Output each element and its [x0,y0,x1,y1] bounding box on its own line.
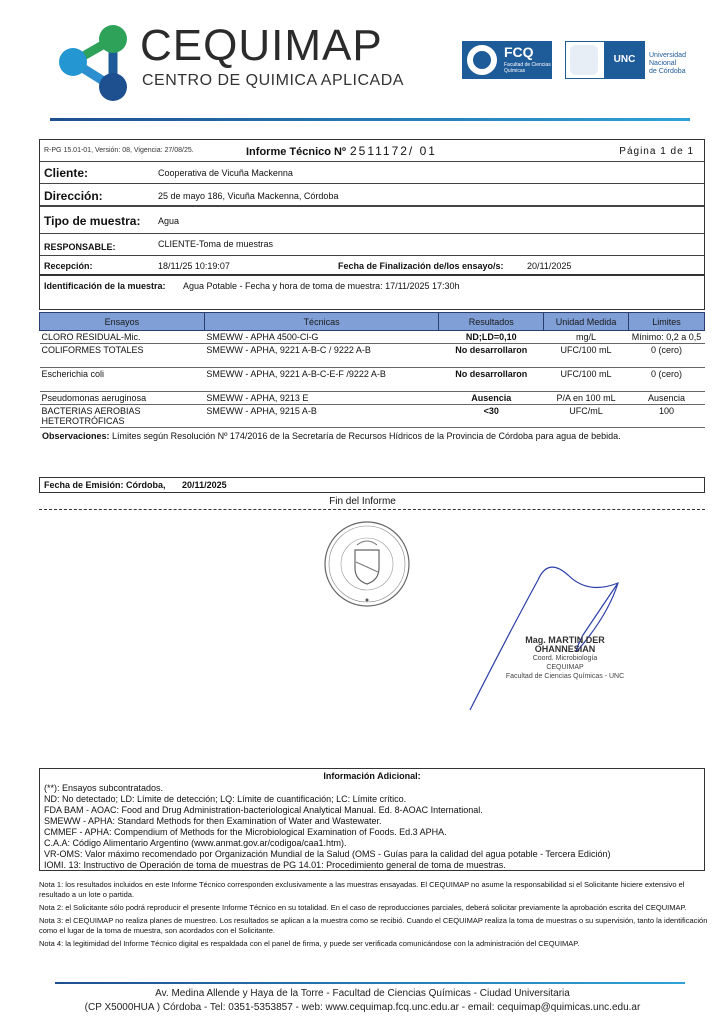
resultado-cell: <30 [439,405,544,428]
logo-subtitle: CENTRO DE QUIMICA APLICADA [142,72,404,89]
tipo-value: Agua [158,216,180,226]
resultado-cell: No desarrollaron [439,344,544,368]
tipo-label: Tipo de muestra: [44,214,141,228]
ensayo-cell: Escherichia coli [40,368,205,392]
table-row [40,344,705,368]
direccion-label: Dirección: [44,189,103,203]
table-row [40,331,705,344]
finalizacion-label: Fecha de Finalización de/los ensayo/s: [338,261,504,271]
table-row [40,368,705,392]
info-title: Información Adicional: [323,771,421,781]
signature-block [495,636,635,681]
note: Nota 4: la legitimidad del Informe Técnico digital es respaldada con el panel de firma, y puede ser verificada comunicándose con la administración del CEQUIMAP. [39,939,580,948]
tecnica-cell: SMEWW - APHA, 9213 E [204,392,438,405]
recepcion-row [40,256,704,276]
note: Nota 1: los resultados incluidos en este Informe Técnico corresponden exclusivamente a las muestras ensayadas. El CEQUIMAP no asume la responsabilidad si el Solicitante hiciere extensivo el resultado a un lote o partida. [39,880,685,899]
recepcion-label: Recepción: [44,261,93,271]
university-seal-icon [322,520,412,608]
unidad-cell: P/A en 100 mL [544,392,629,405]
info-line: CMMEF - APHA: Compendium of Methods for the Microbiological Examination of Foods. Ed.3 APHA. [44,827,447,837]
footer-address: Av. Medina Allende y Haya de la Torre - Facultad de Ciencias Químicas - Ciudad Universitaria [155,988,570,999]
limite-cell: 100 [628,405,704,428]
unidad-cell: UFC/mL [544,405,629,428]
form-code: R-PG 15.01-01, Versión: 08, Vigencia: 27/08/25. [44,147,194,154]
unc-label: UNC [604,42,645,78]
resultado-cell: Ausencia [439,392,544,405]
finalizacion-value: 20/11/2025 [527,261,572,271]
unc-logo [565,41,645,79]
identificacion-value: Agua Potable - Fecha y hora de toma de muestra: 17/11/2025 17:30h [183,281,460,291]
note: Nota 3: el CEQUIMAP no realiza planes de muestreo. Los resultados se aplican a la muestra como se recibió. Cuando el CEQUIMAP realiza la toma de muestras o su supervisión, tanto la identificación como el lugar de la toma de muestra, son acordados con el Solicitante. [39,916,708,935]
signer-org: CEQUIMAP [546,664,584,671]
footer-contact: (CP X5000HUA ) Córdoba - Tel: 0351-5353857 - web: www.cequimap.fcq.unc.edu.ar - email: cequimap@quimicas.unc.edu.ar [84,1002,641,1013]
results-header-row [40,313,705,331]
unidad-cell: UFC/100 mL [544,368,629,392]
notes [39,880,709,952]
table-row [40,392,705,405]
tecnica-cell: SMEWW - APHA 4500-Cl-G [204,331,438,344]
info-line: (**): Ensayos subcontratados. [44,783,164,793]
tipo-row [40,206,704,234]
table-row [40,405,705,428]
emision-box [39,477,705,493]
fcq-logo [462,41,552,79]
cliente-row [40,162,704,184]
observaciones-text: Límites según Resolución Nº 174/2016 de la Secretaría de Recursos Hídricos de la Provincia de Córdoba para agua de bebida. [112,431,621,441]
resultado-cell: No desarrollaron [439,368,544,392]
cliente-label: Cliente: [44,166,89,180]
report-id-row [40,140,704,162]
column-header: Resultados [439,313,544,331]
tecnica-cell: SMEWW - APHA, 9221 A-B-C / 9222 A-B [204,344,438,368]
recepcion-value: 18/11/25 10:19:07 [158,261,230,271]
info-adicional-box [39,768,705,871]
unidad-cell: mg/L [544,331,629,344]
cequimap-logo-icon [55,22,135,102]
unidad-cell: UFC/100 mL [544,344,629,368]
ensayo-cell: BACTERIAS AEROBIAS HETEROTRÓFICAS [40,405,205,428]
responsable-value: CLIENTE-Toma de muestras [158,239,274,249]
footer [0,987,725,1015]
observaciones-label: Observaciones: [42,431,110,441]
column-header: Ensayos [40,313,205,331]
results-table [39,312,705,428]
ensayo-cell: CLORO RESIDUAL-Mic. [40,331,205,344]
signer-faculty: Facultad de Ciencias Químicas - UNC [505,673,625,680]
direccion-row [40,184,704,206]
unc-crest-icon [570,45,598,75]
cliente-value: Cooperativa de Vicuña Mackenna [158,168,293,178]
column-header: Limites [628,313,704,331]
info-line: SMEWW - APHA: Standard Methods for then Examination of Water and Wastewater. [44,816,382,826]
report-number: 2511172/ 01 [349,144,437,158]
fcq-label: FCQ [504,44,534,60]
signer-name: Mag. MARTIN DER OHANNESIAN [525,635,605,654]
footer-divider [55,982,685,984]
resultado-cell: ND;LD=0,10 [439,331,544,344]
limite-cell: 0 (cero) [628,344,704,368]
dashed-divider [39,509,705,510]
emision-label: Fecha de Emisión: Córdoba, [44,480,166,490]
report-title-label: Informe Técnico Nº [246,146,346,158]
limite-cell: Ausencia [628,392,704,405]
limite-cell: Mínimo: 0,2 a 0,5 [628,331,704,344]
page-indicator: Página 1 de 1 [619,146,694,157]
info-line: FDA BAM - AOAC: Food and Drug Administration-bacteriological Analytical Manual. Ed. 8-AOAC International. [44,805,483,815]
info-line: ND: No detectado; LD: Límite de detección; LQ: Límite de cuantificación; LC: Límite crítico. [44,794,407,804]
unc-name-line: Nacional [649,60,677,67]
responsable-row [40,234,704,256]
column-header: Unidad Medida [544,313,629,331]
unc-name-line: de Córdoba [649,68,686,75]
identificacion-label: Identificación de la muestra: [44,281,166,291]
observaciones [42,431,621,441]
signer-role: Coord. Microbiología [532,655,598,662]
limite-cell: 0 (cero) [628,368,704,392]
column-header: Técnicas [204,313,438,331]
ensayo-cell: COLIFORMES TOTALES [40,344,205,368]
info-line: VR-OMS: Valor máximo recomendado por Organización Mundial de la Salud (OMS - Guías para la calidad del agua potable - Tercera Edición) [44,849,611,859]
fcq-q-icon [467,45,497,75]
responsable-label: RESPONSABLE: [44,242,116,252]
unc-name-line: Universidad [649,52,686,59]
emision-date: 20/11/2025 [182,480,227,490]
header-divider [50,118,690,121]
tecnica-cell: SMEWW - APHA, 9221 A-B-C-E-F /9222 A-B [204,368,438,392]
report-title [246,144,437,158]
fcq-small-text: Facultad de Ciencias Químicas [504,62,551,74]
info-line: C.A.A: Código Alimentario Argentino (www.anmat.gov.ar/codigoa/caa1.htm). [44,838,347,848]
identificacion-row [40,277,704,311]
fin-del-informe: Fin del Informe [329,496,396,507]
logo-title: CEQUIMAP [140,21,383,70]
tecnica-cell: SMEWW - APHA, 9215 A-B [204,405,438,428]
direccion-value: 25 de mayo 186, Vicuña Mackenna, Córdoba [158,191,339,201]
unc-name [649,52,686,76]
report-header-box [39,139,705,310]
note: Nota 2: el Solicitante sólo podrá reproducir el presente Informe Técnico en su totalidad. En el caso de reproducciones parciales, deberá solicitar previamente la aprobación escrita del CEQUIMAP. [39,903,687,912]
ensayo-cell: Pseudomonas aeruginosa [40,392,205,405]
info-line: IOMI. 13: Instructivo de Operación de toma de muestras de PG 14.01: Procedimiento general de toma de muestras. [44,860,506,870]
